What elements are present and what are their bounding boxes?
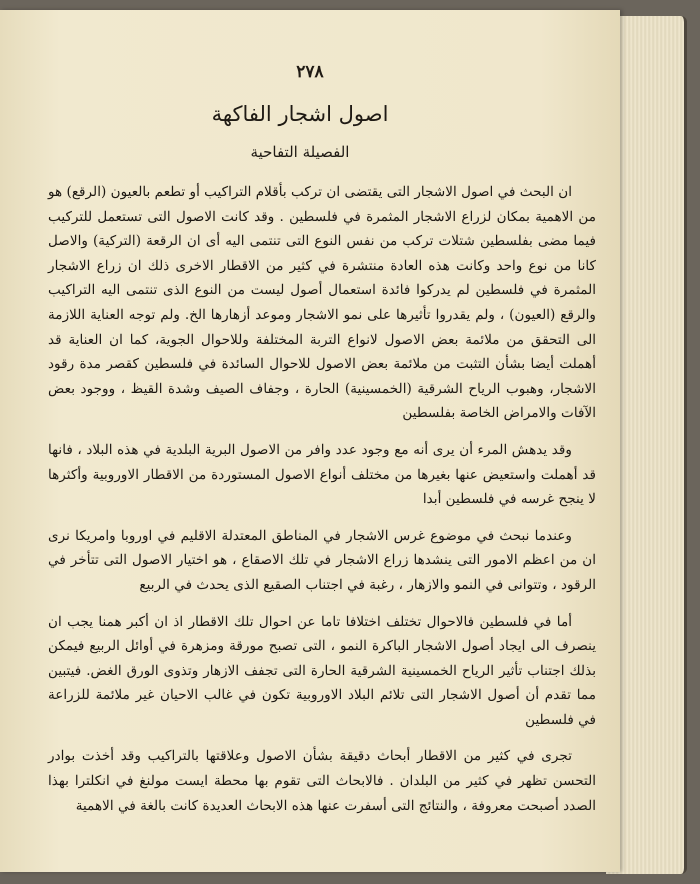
paragraph: أما في فلسطين فالاحوال تختلف اختلافا تاما عن احوال تلك الاقطار اذ ان أكبر همنا يجب ان ينصرف الى ايجاد أصول الاشجار الباكرة النمو ، التى تصبح مورقة ومزهرة في أوائل الربيع فيمكن بذلك اجتناب تأثير الرياح الخمسينية الشرقية الحارة التى تجفف الازهار وتذوى الورق الغض. فيتبين مما تقدم أن أصول الاشجار التى تلائم البلاد الاوروبية تكون في غالب الاحيان غير ملائمة للزراعة في فلسطين <box>48 613 596 728</box>
paragraph: تجرى في كثير من الاقطار أبحاث دقيقة بشأن الاصول وعلاقتها بالتراكيب وقد أخذت بوادر التحسن تظهر في كثير من البلدان . فالابحاث التى تقوم بها محطة ايست مولنغ في انكلترا بهذا الصدد أصبحت معروفة ، والنتائج التى أسفرت عنها هذه الابحاث العديدة كانت بالغة في الاهمية <box>48 748 596 814</box>
paragraph: وقد يدهش المرء أن يرى أنه مع وجود عدد وافر من الاصول البرية البلدية في هذه البلاد ، فانها قد أهملت واستعيض عنها بغيرها من مختلف أنواع الاصول المستوردة من الاقطار الاوروبية وأكثرها لا ينجح غرسه في فلسطين أبدا <box>48 441 596 508</box>
page-number: ٢٧٨ <box>296 62 324 82</box>
paragraph: وعندما نبحث في موضوع غرس الاشجار في المناطق المعتدلة الاقليم في اوروبا وامريكا نرى ان من اعظم الامور التى ينشدها زراع الاشجار في تلك الاصقاع ، هو اختيار الاصول التى تتأخر في الرقود ، وتتوانى في النمو والازهار ، رغبة في اجتناب الصقيع الذى يحدث في الربيع <box>48 527 596 593</box>
book-page <box>0 10 620 872</box>
paragraph: ان البحث في اصول الاشجار التى يقتضى ان تركب بأقلام التراكيب أو تطعم بالعيون (الرقع) هو من الاهمية بمكان لزراع الاشجار المثمرة في فلسطين . وقد كانت الاصول التى تستعمل للتركيب فيما مضى بفلسطين شتلات تركب من نفس النوع التى تنتمى اليه أى ان الرقعة (التركية) والاصل كانا من نوع واحد وكانت هذه العادة منتشرة في كثير من الاقطار الاخرى ذلك ان زراع الاشجار المثمرة في فلسطين لم يدركوا فائدة استعمال أصول ليست من النوع الذى تنتمى اليه التراكيب والرقع (العيون) ، ولم يقدروا تأثيرها على نمو الاشجار وموعد أزهارها الخ. ولم توجه العناية اللازمة الى التحقق من ملائمة بعض الاصول لانواع التربة المختلفة وللاحوال الجوية، كما ان العناية قد أهملت أيضا بشأن التثبت من ملائمة بعض الاصول للاحوال السائدة في فلسطين كقصر مدة رقود الاشجار، وهبوب الرياح الشرقية (الخمسينية) الحارة ، وجفاف الصيف وشدة القيظ ، ووجود بعض الآفات والامراض الخاصة بفلسطين <box>48 184 596 422</box>
body-text <box>48 180 596 830</box>
section-subtitle: الفصيلة التفاحية <box>250 143 350 161</box>
chapter-title: اصول اشجار الفاكهة <box>211 102 389 126</box>
